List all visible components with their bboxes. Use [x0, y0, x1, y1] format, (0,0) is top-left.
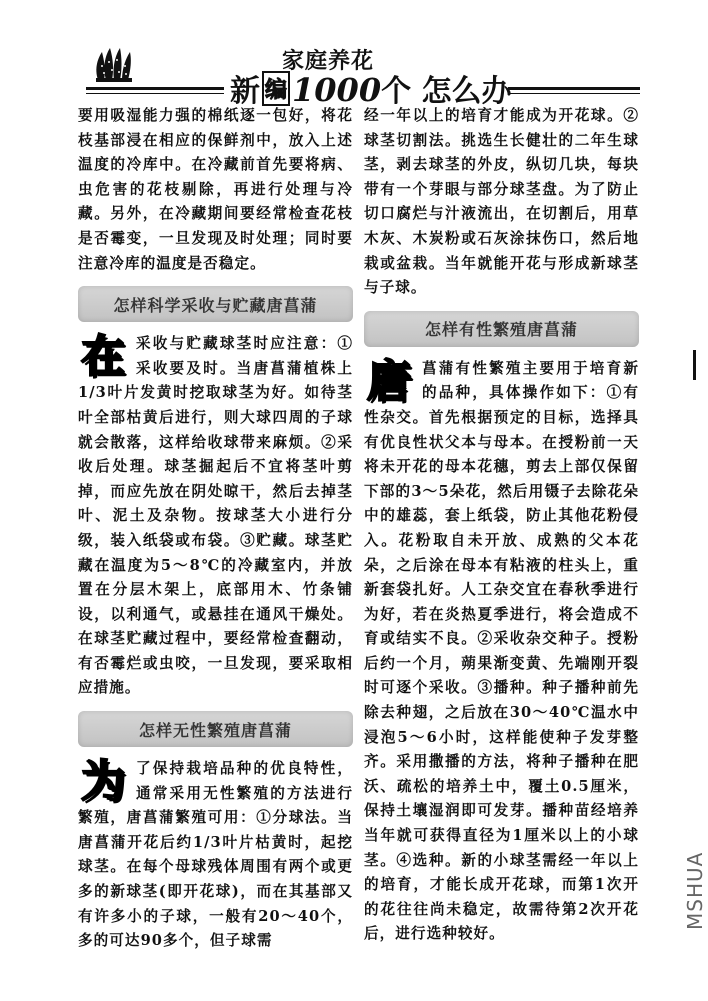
- right-column: [364, 104, 639, 947]
- watermark: MSHUA: [683, 851, 707, 930]
- section-harvest-storage: [78, 332, 353, 701]
- dropcap: 为: [81, 756, 125, 808]
- title-xin: 新: [230, 74, 260, 109]
- title-number: 1000: [292, 71, 382, 109]
- title-bian: 编: [262, 71, 290, 106]
- left-column: [78, 104, 353, 954]
- dropcap: 在: [81, 331, 125, 383]
- title-rest: 个 怎么办: [381, 74, 512, 109]
- section-body: 菖蒲有性繁殖主要用于培育新的品种，具体操作如下：①有性杂交。首先根据预定的目标，选择具有优良性状父本与母本。在授粉前一天将未开花的母本花穗，剪去上部仅保留下部的3～5朵花，然后用镊子去除花朵中的雄蕊，套上纸袋，防止其他花粉侵入。花粉取自未开放、成熟的父本花朵，之后涂在母本有粘液的柱头上，重新套袋扎好。人工杂交宜在春秋季进行为好，若在炎热夏季进行，将会造成不育或结实不良。②采收杂交种子。授粉后约一个月，蒴果渐变黄、先端刚开裂时可逐个采收。③播种。种子播种前先除去种翅，之后放在30～40℃温水中浸泡5～6小时，这样能使种子发芽整齐。采用撒播的方法，将种子播种在肥沃、疏松的培养土中，覆土0.5厘米，保持土壤湿润即可发芽。播种苗经培养当年就可获得直径为1厘米以上的小球茎。④选种。新的小球茎需经一年以上的培育，才能长成开花球，而第1次开的花往往尚未稳定，故需待第2次开花后，进行选种较好。: [364, 359, 639, 943]
- lotus-icon: [92, 46, 136, 82]
- section-heading-sexual-propagation: 怎样有性繁殖唐菖蒲: [364, 311, 639, 347]
- header-rule-right-thin: [508, 93, 640, 94]
- intro-paragraph: 要用吸湿能力强的棉纸逐一包好，将花枝基部浸在相应的保鲜剂中，放入上述温度的冷库中。在冷藏前首先要将病、虫危害的花枝剔除，再进行处理与冷藏。另外，在冷藏期间要经常检查花枝是否霉变，一旦发现及时处理；同时要注意冷库的温度是否稳定。: [78, 107, 353, 272]
- section-body: 了保持栽培品种的优良特性，通常采用无性繁殖的方法进行繁殖，唐菖蒲繁殖可用：①分球法。当唐菖蒲开花后约1/3叶片枯黄时，起挖球茎。在每个母球残体周围有两个或更多的新球茎(即开花球)，而在其基部又有许多小的子球，一般有20～40个，多的可达90多个，但子球需: [78, 760, 353, 950]
- page-header: [80, 44, 640, 109]
- series-subtitle: 家庭养花: [282, 48, 375, 74]
- section-heading-harvest-storage: 怎样科学采收与贮藏唐菖蒲: [78, 286, 353, 322]
- margin-mark: [693, 350, 696, 380]
- section-body: 采收与贮藏球茎时应注意：①采收要及时。当唐菖蒲植株上1/3叶片发黄时挖取球茎为好。如待茎叶全部枯黄后进行，则大球四周的子球就会散落，这样给收球带来麻烦。②采收后处理。球茎掘起后不宜将茎叶剪掉，而应先放在阴处晾干，然后去掉茎叶、泥土及杂物。按球茎大小进行分级，装入纸袋或布袋。③贮藏。球茎贮藏在温度为5～8℃的冷藏室内，并放置在分层木架上，底部用木、竹条铺设，以利通气，或悬挂在通风干燥处。在球茎贮藏过程中，要经常检查翻动，有否霉烂或虫咬，一旦发现，要采取相应措施。: [78, 335, 353, 697]
- section-asexual-propagation: [78, 757, 353, 954]
- dropcap: 唐: [367, 355, 411, 407]
- header-rule-left-thin: [86, 93, 224, 94]
- section-heading-asexual-propagation: 怎样无性繁殖唐菖蒲: [78, 711, 353, 747]
- header-rule-right: [508, 87, 640, 90]
- continued-paragraph: 经一年以上的培育才能成为开花球。②球茎切割法。挑选生长健壮的二年生球茎，剥去球茎的外皮，纵切几块，每块带有一个芽眼与部分球茎盘。为了防止切口腐烂与汁液流出，在切割后，用草木灰、木炭粉或石灰涂抹伤口，然后地栽或盆栽。当年就能开花与形成新球茎与子球。: [364, 107, 639, 297]
- section-sexual-propagation: [364, 357, 639, 947]
- header-rule-left: [86, 87, 224, 90]
